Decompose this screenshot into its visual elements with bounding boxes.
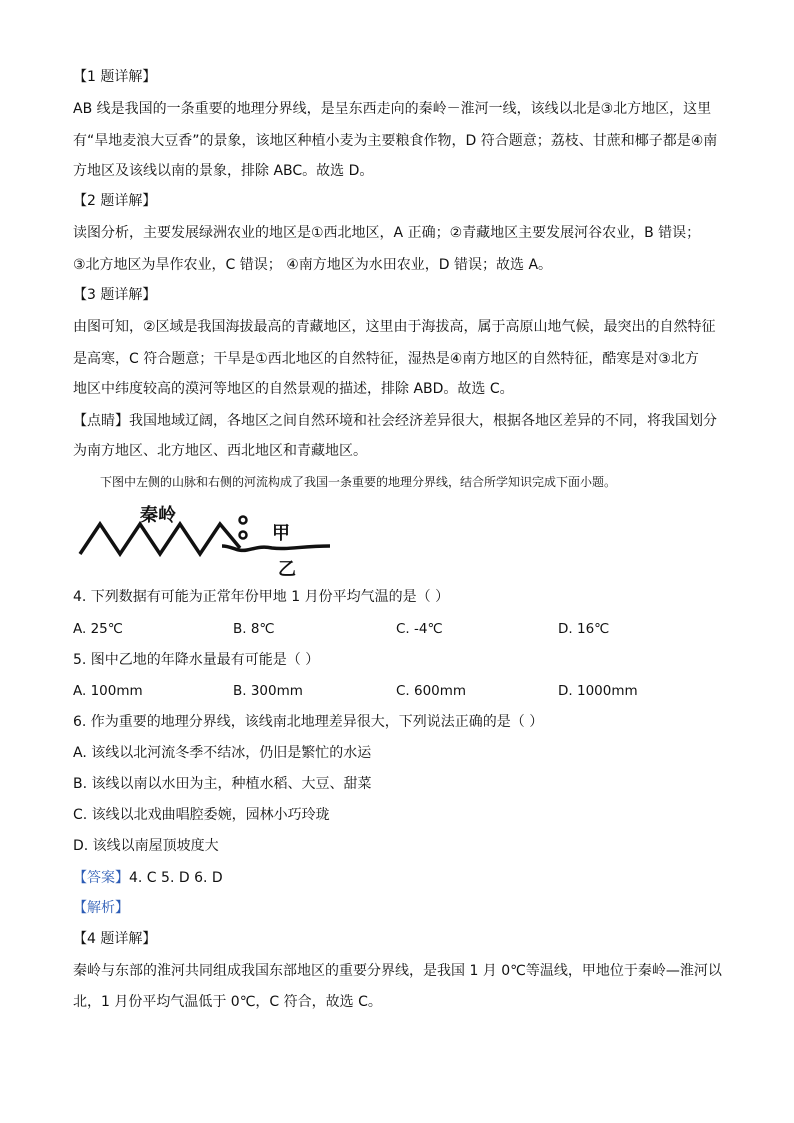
q5-stem: 5. 图中乙地的年降水量最有可能是（ ） [73, 652, 320, 668]
q6-option-a: A. 该线以北河流冬季不结冰，仍旧是繁忙的水运 [73, 745, 372, 761]
analysis-label: 【解析】 [73, 900, 129, 916]
q3-line-3: 地区中纬度较高的漠河等地区的自然景观的描述，排除 ABD。故选 C。 [73, 381, 514, 397]
point-north [240, 517, 247, 524]
q6-option-c: C. 该线以北戏曲唱腔委婉，园林小巧玲珑 [73, 807, 330, 823]
q5-option-d: D. 1000mm [558, 683, 638, 699]
mountain-label: 秦岭 [140, 505, 176, 526]
q3-line-2: 是高寒，C 符合题意；干旱是①西北地区的自然特征，湿热是④南方地区的自然特征，酷寒是对③北方 [73, 351, 699, 367]
q4-detail-line-2: 北，1 月份平均气温低于 0℃，C 符合，故选 C。 [73, 994, 382, 1010]
south-label: 乙 [278, 559, 296, 580]
q3-line-1: 由图可知，②区域是我国海拔最高的青藏地区，这里由于海拔高，属于高原山地气候，最突出的自然特征 [73, 319, 716, 335]
q6-option-d: D. 该线以南屋顶坡度大 [73, 838, 219, 854]
answer-row [73, 868, 733, 888]
tip-line-2: 为南方地区、北方地区、西北地区和青藏地区。 [73, 443, 367, 459]
q6-option-b: B. 该线以南以水田为主，种植水稻、大豆、甜菜 [73, 776, 372, 792]
q4-option-d: D. 16℃ [558, 621, 610, 637]
q3-heading: 【3 题详解】 [73, 287, 157, 303]
q2-heading: 【2 题详解】 [73, 193, 157, 209]
q4-stem: 4. 下列数据有可能为正常年份甲地 1 月份平均气温的是（ ） [73, 589, 450, 605]
answer-text: 4. C 5. D 6. D [129, 870, 223, 886]
q2-line-1: 读图分析，主要发展绿洲农业的地区是①西北地区，A 正确；②青藏地区主要发展河谷农业，B 错误； [73, 225, 701, 241]
tip-line-1: 【点睛】我国地域辽阔，各地区之间自然环境和社会经济差异很大，根据各地区差异的不同，将我国划分 [73, 413, 717, 429]
figure-svg [72, 502, 342, 586]
q1-heading: 【1 题详解】 [73, 69, 157, 85]
q4-detail-heading: 【4 题详解】 [73, 931, 157, 947]
q4-option-b: B. 8℃ [233, 621, 275, 637]
q1-line-1: AB 线是我国的一条重要的地理分界线，是呈东西走向的秦岭－淮河一线，该线以北是③北方地区，这里 [73, 101, 712, 117]
q4-option-c: C. -4℃ [396, 621, 443, 637]
qinling-huaihe-figure [72, 502, 342, 586]
q5-option-b: B. 300mm [233, 683, 303, 699]
q2-line-2: ③北方地区为旱作农业，C 错误； ④南方地区为水田农业，D 错误；故选 A。 [73, 257, 553, 273]
q5-option-a: A. 100mm [73, 683, 143, 699]
point-south [240, 532, 247, 539]
north-label: 甲 [272, 523, 290, 544]
q1-line-2: 有“旱地麦浪大豆香”的景象，该地区种植小麦为主要粮食作物，D 符合题意；荔枝、甘蔗和椰子都是④南 [73, 133, 718, 149]
q5-option-c: C. 600mm [396, 683, 467, 699]
figure-intro: 下图中左侧的山脉和右侧的河流构成了我国一条重要的地理分界线，结合所学知识完成下面小题。 [100, 475, 617, 489]
mountain-range [80, 524, 240, 554]
q4-option-a: A. 25℃ [73, 621, 123, 637]
q6-stem: 6. 作为重要的地理分界线，该线南北地理差异很大，下列说法正确的是（ ） [73, 714, 544, 730]
answer-label: 【答案】 [73, 870, 129, 886]
q4-detail-line-1: 秦岭与东部的淮河共同组成我国东部地区的重要分界线，是我国 1 月 0℃等温线，甲地位于秦岭—淮河以 [73, 963, 722, 979]
q1-line-3: 方地区及该线以南的景象，排除 ABC。故选 D。 [73, 163, 374, 179]
